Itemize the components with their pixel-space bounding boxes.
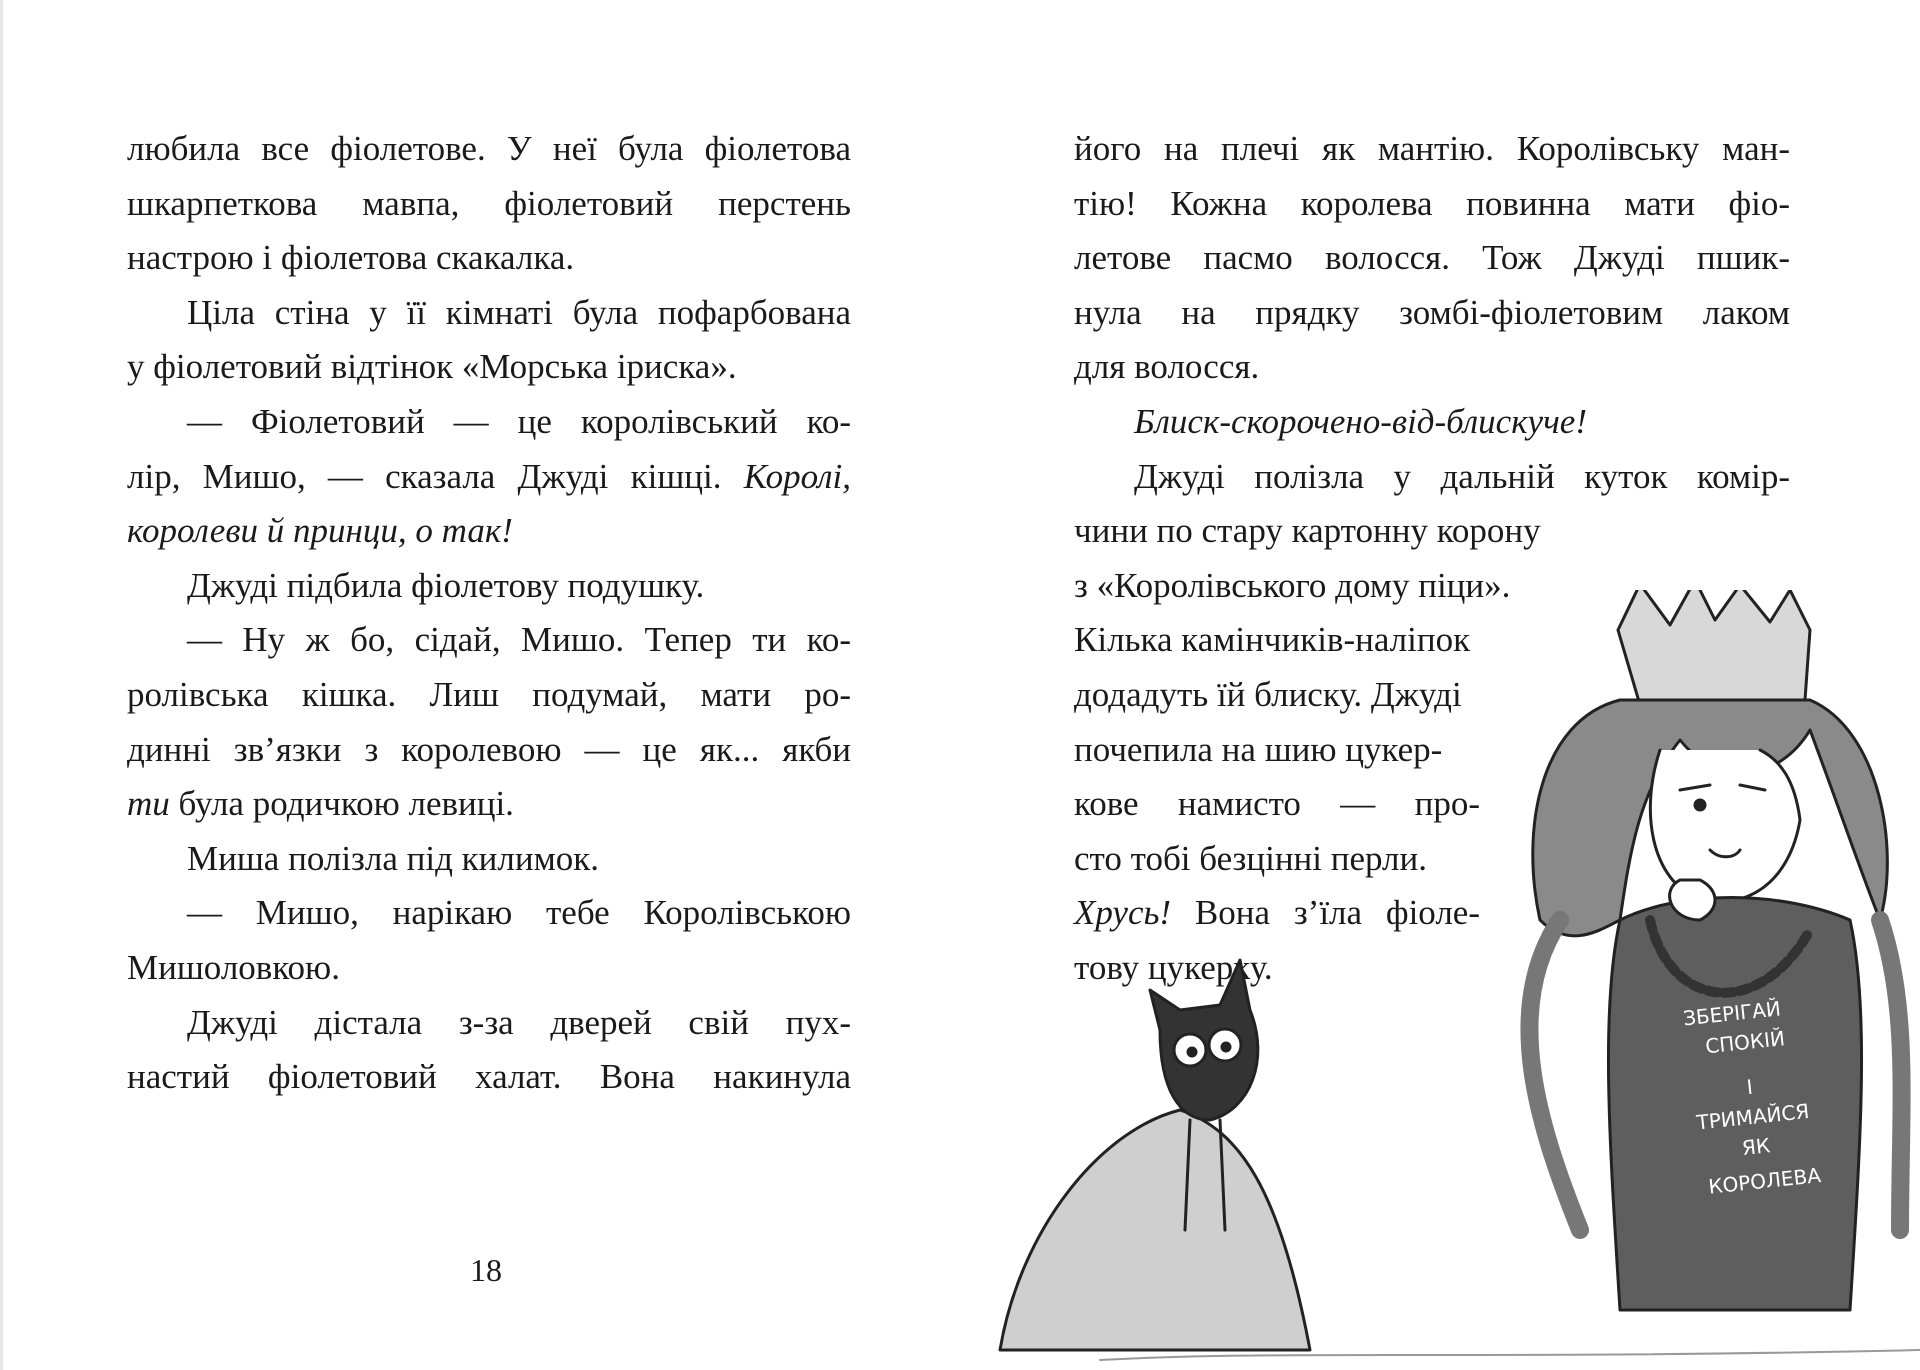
- cat-eye-right: [1222, 1043, 1230, 1051]
- italic-text: королеви й принци, о так!: [127, 511, 513, 551]
- text-segment: Вона з’їла фіоле-: [1171, 893, 1480, 933]
- shirt-text-6: КОРОЛЕВА: [1707, 1163, 1822, 1199]
- text-segment: настий фіолетовий халат. Вона накинула: [127, 1057, 851, 1097]
- text-segment: Мишоловкою.: [127, 947, 340, 987]
- text-segment: сто тобі безцінні перли.: [1074, 838, 1428, 878]
- shirt: [1608, 898, 1861, 1311]
- text-segment: була родичкою левиці.: [169, 784, 514, 824]
- text-segment: ролівська кішка. Лиш подумай, мати ро-: [127, 674, 851, 714]
- text-segment: почепила на шию цукер-: [1074, 729, 1443, 769]
- text-segment: чини по стару картонну корону: [1074, 511, 1541, 551]
- text-line: [1074, 177, 1790, 232]
- text-segment: Ціла стіна у її кімнаті була пофарбована: [187, 292, 851, 332]
- text-line: [1074, 395, 1790, 450]
- italic-text: Королі,: [743, 456, 851, 496]
- left-page-text: [127, 122, 851, 1105]
- text-line: [127, 450, 851, 505]
- text-line: [1074, 286, 1790, 341]
- text-segment: для волосся.: [1074, 347, 1260, 387]
- page-edge: [0, 0, 3, 1370]
- text-segment: Миша полізла під килимок.: [187, 838, 599, 878]
- text-line: [127, 723, 851, 778]
- text-line: [127, 613, 851, 668]
- text-line: [127, 231, 851, 286]
- eye: [1695, 800, 1705, 810]
- shirt-text-4: ТРИМАЙСЯ: [1695, 1098, 1811, 1135]
- text-line: [127, 504, 851, 559]
- text-line: [127, 395, 851, 450]
- illustration-girl-and-cat: [980, 590, 1920, 1370]
- text-line: [127, 177, 851, 232]
- face: [1650, 750, 1800, 902]
- text-segment: додадуть їй блиску. Джуді: [1074, 674, 1462, 714]
- text-line: [1074, 450, 1790, 505]
- text-segment: Джуді полізла у дальній куток комір-: [1134, 456, 1790, 496]
- text-line: [1074, 504, 1790, 559]
- shirt-text-2: СПОКІЙ: [1704, 1026, 1786, 1059]
- text-line: [127, 886, 851, 941]
- text-segment: Джуді дістала з-за дверей свій пух-: [187, 1002, 851, 1042]
- text-segment: лір, Мишо, — сказала Джуді кішці.: [127, 456, 744, 496]
- text-line: [127, 559, 851, 614]
- text-segment: настрою і фіолетова скакалка.: [127, 238, 575, 278]
- text-segment: у фіолетовий відтінок «Морська іриска».: [127, 347, 737, 387]
- text-segment: Джуді підбила фіолетову подушку.: [187, 565, 705, 605]
- text-line: [127, 340, 851, 395]
- shirt-text-3: І: [1745, 1074, 1754, 1100]
- text-line: [127, 122, 851, 177]
- text-line: [127, 286, 851, 341]
- text-line: [127, 1050, 851, 1105]
- text-line: [127, 996, 851, 1051]
- italic-text: Блиск-скорочено-від-блискуче!: [1134, 401, 1587, 441]
- text-line: [1074, 231, 1790, 286]
- text-segment: — Мишо, нарікаю тебе Королівською: [187, 893, 851, 933]
- text-segment: тову цукерку.: [1074, 947, 1273, 987]
- text-segment: — Фіолетовий — це королівський ко-: [187, 401, 851, 441]
- italic-text: ти: [127, 784, 170, 824]
- text-line: [127, 941, 851, 996]
- text-segment: шкарпеткова мавпа, фіолетовий перстень: [127, 183, 851, 223]
- text-line: [1074, 340, 1790, 395]
- text-segment: тію! Кожна королева повинна мати фіо-: [1074, 183, 1790, 223]
- shirt-text-5: ЯК: [1740, 1133, 1772, 1161]
- text-segment: нула на прядку зомбі-фіолетовим лаком: [1074, 292, 1790, 332]
- text-line: [127, 777, 851, 832]
- text-segment: кове намисто — про-: [1074, 784, 1480, 824]
- text-segment: — Ну ж бо, сідай, Мишо. Тепер ти ко-: [187, 620, 851, 660]
- italic-text: Хрусь!: [1074, 893, 1172, 933]
- page-number: 18: [470, 1252, 502, 1288]
- text-segment: його на плечі як мантію. Королівську ман-: [1074, 129, 1790, 168]
- cat-eye-left: [1188, 1048, 1196, 1056]
- text-segment: летове пасмо волосся. Тож Джуді пшик-: [1074, 238, 1790, 278]
- text-line: [127, 832, 851, 887]
- crown: [1618, 590, 1810, 705]
- text-segment: любила все фіолетове. У неї була фіолетова: [127, 129, 851, 168]
- text-line: [1074, 122, 1790, 177]
- shirt-text-1: ЗБЕРІГАЙ: [1681, 996, 1782, 1031]
- text-line: [127, 668, 851, 723]
- text-segment: Кілька камінчиків-наліпок: [1074, 620, 1471, 660]
- text-segment: з «Королівського дому піци».: [1074, 565, 1511, 605]
- text-segment: динні зв’язки з королевою — це як... якби: [127, 729, 851, 769]
- cat-cape: [1000, 1110, 1310, 1350]
